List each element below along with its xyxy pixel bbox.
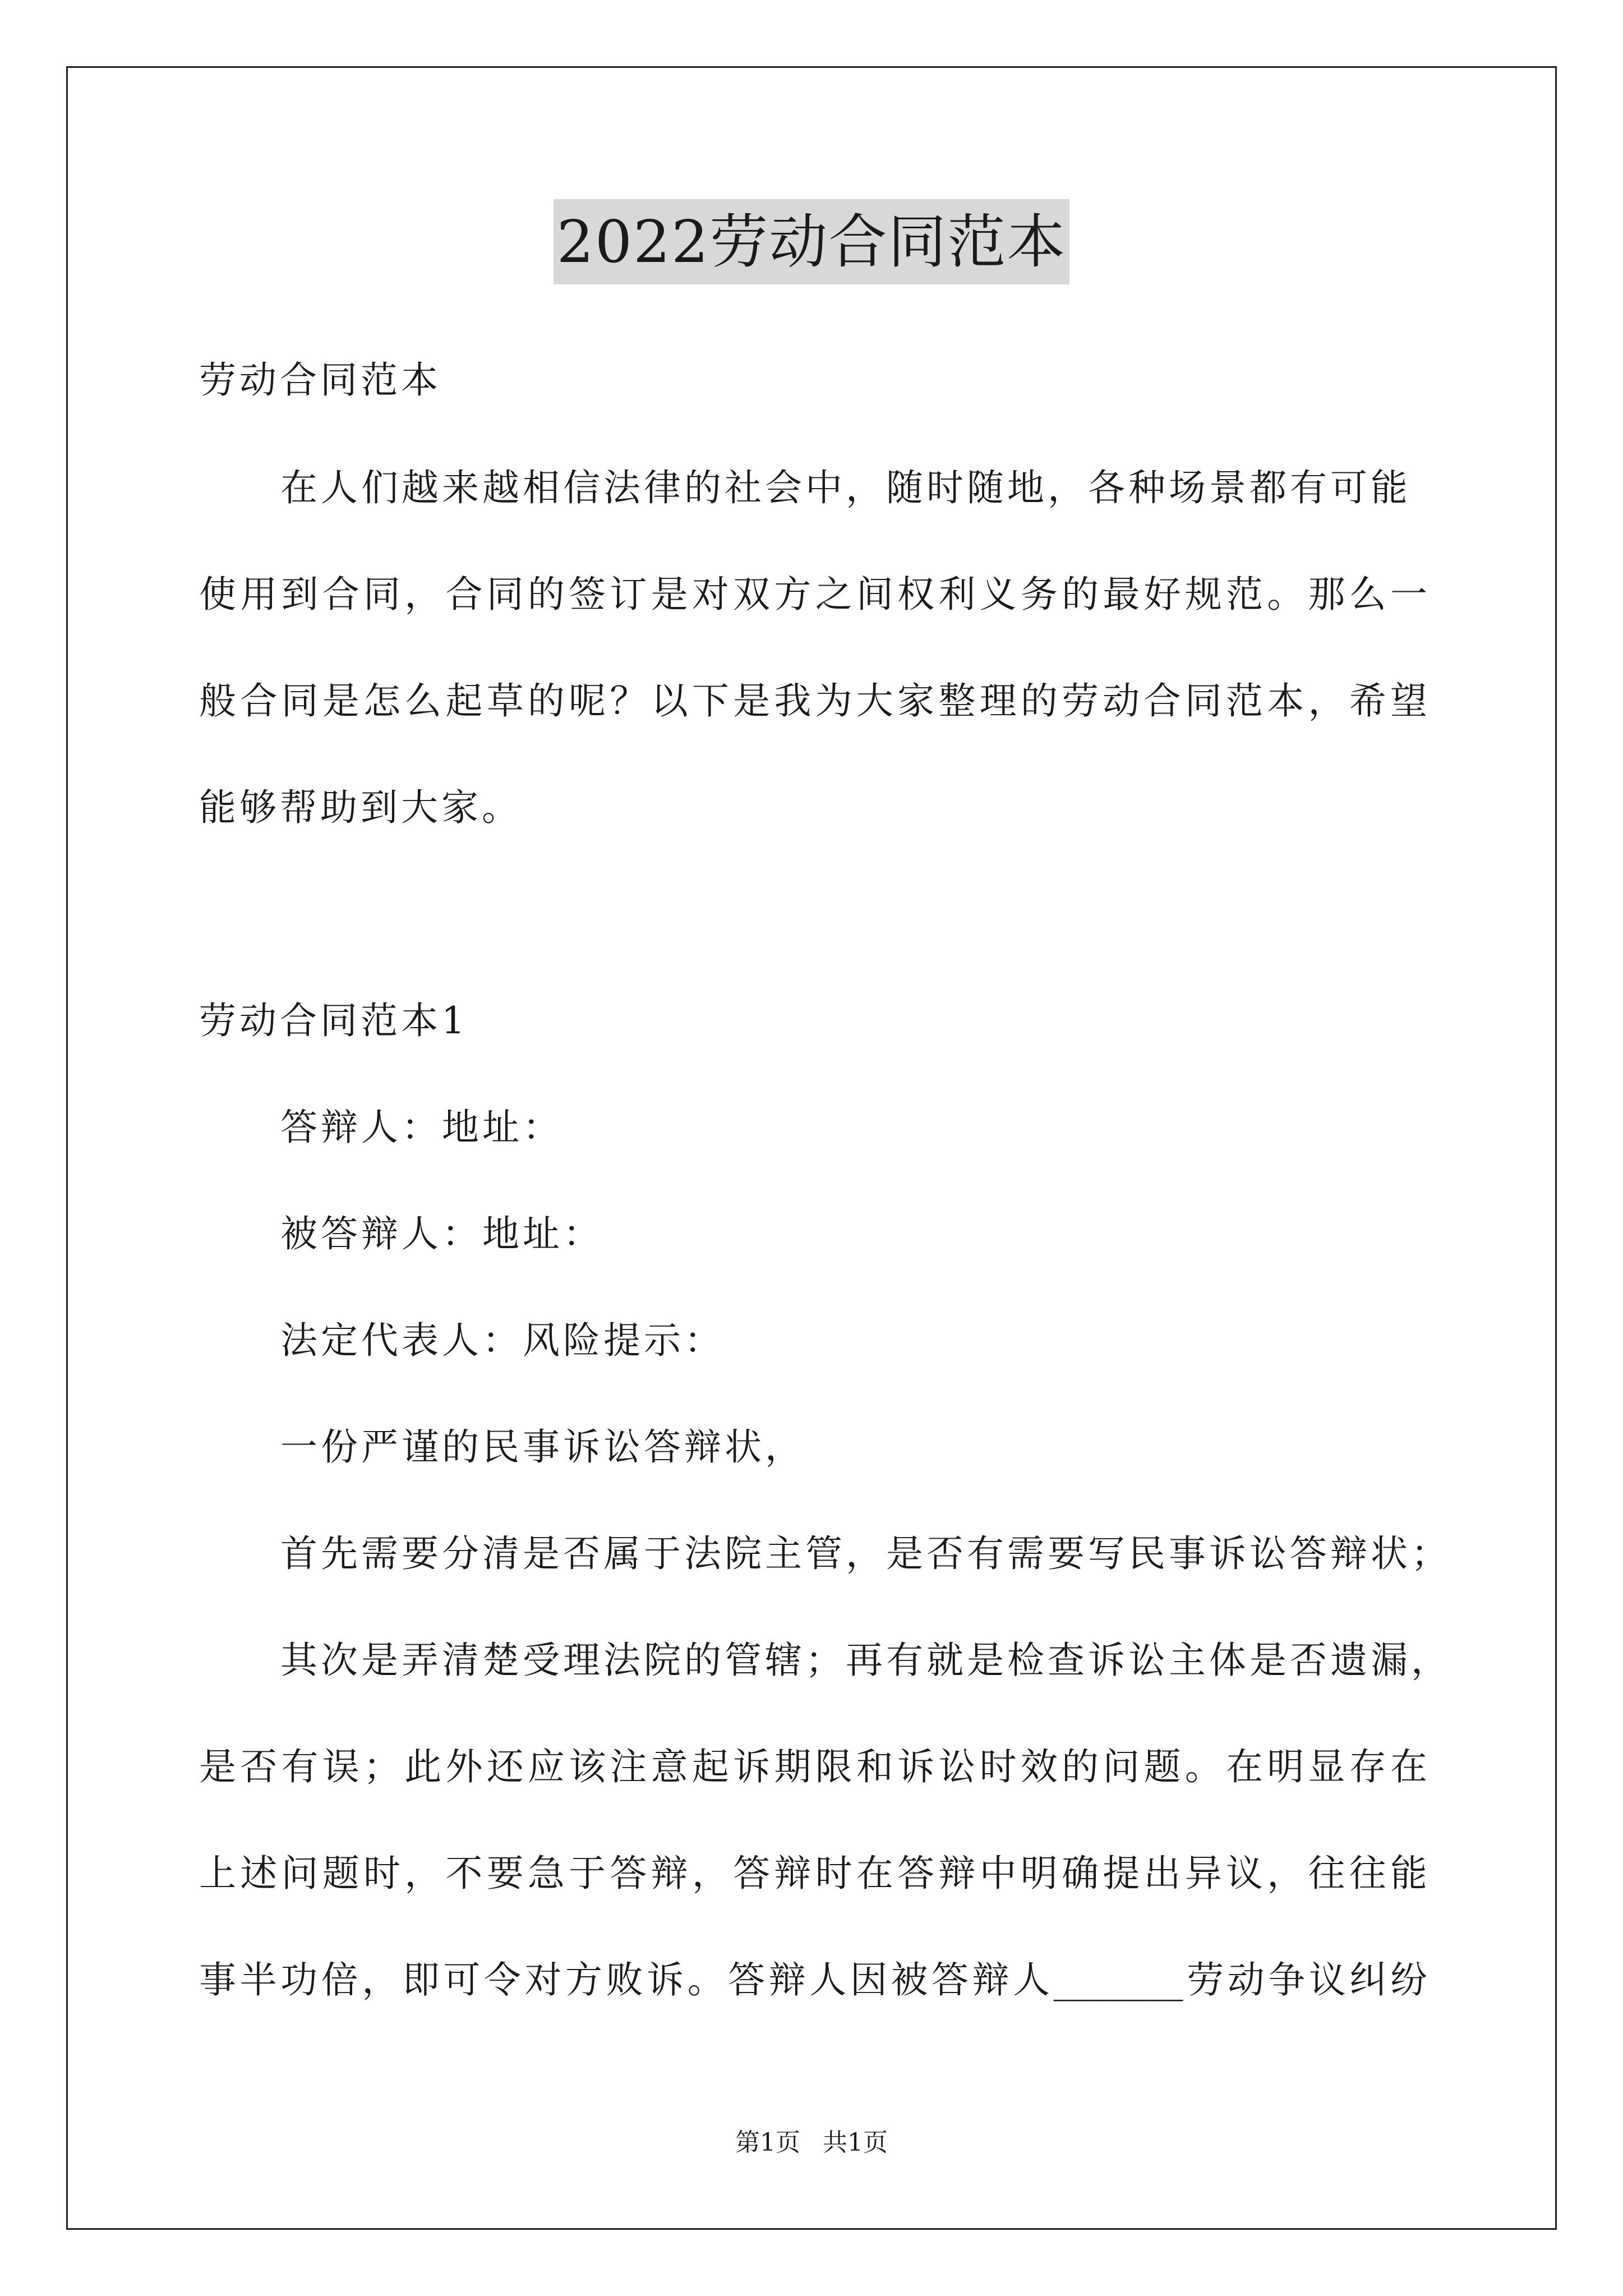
section-heading: 劳动合同范本 xyxy=(199,358,441,402)
paragraph-line: 般合同是怎么起草的呢？以下是我为大家整理的劳动合同范本，希望 xyxy=(199,679,1427,723)
document-title: 2022劳动合同范本 xyxy=(554,199,1070,284)
paragraph-line: 其次是弄清楚受理法院的管辖；再有就是检查诉讼主体是否遗漏， xyxy=(280,1639,1451,1682)
paragraph-line: 法定代表人：风险提示： xyxy=(280,1319,725,1362)
paragraph-line: 能够帮助到大家。 xyxy=(199,786,522,829)
section-heading: 劳动合同范本1 xyxy=(199,999,468,1042)
paragraph-line: 使用到合同，合同的签订是对双方之间权利义务的最好规范。那么一 xyxy=(199,573,1427,616)
paragraph-line: 上述问题时，不要急于答辩，答辩时在答辩中明确提出异议，往往能 xyxy=(199,1852,1427,1895)
paragraph-line: 答辩人：地址： xyxy=(280,1106,563,1149)
page-number: 第1页 xyxy=(735,2128,800,2157)
title-container xyxy=(0,199,1623,284)
paragraph-line: 是否有误；此外还应该注意起诉期限和诉讼时效的问题。在明显存在 xyxy=(199,1745,1427,1788)
page-footer xyxy=(0,2126,1623,2160)
paragraph-line: 被答辩人：地址： xyxy=(280,1212,603,1255)
paragraph-line: 在人们越来越相信法律的社会中，随时随地，各种场景都有可能 xyxy=(280,466,1411,509)
page-total: 共1页 xyxy=(823,2128,888,2157)
paragraph-line: 一份严谨的民事诉讼答辩状， xyxy=(280,1425,805,1469)
paragraph-line: 事半功倍，即可令对方败诉。答辩人因被答辩人_______劳动争议纠纷 xyxy=(199,1958,1427,2001)
paragraph-line: 首先需要分清是否属于法院主管，是否有需要写民事诉讼答辩状； xyxy=(280,1532,1451,1575)
